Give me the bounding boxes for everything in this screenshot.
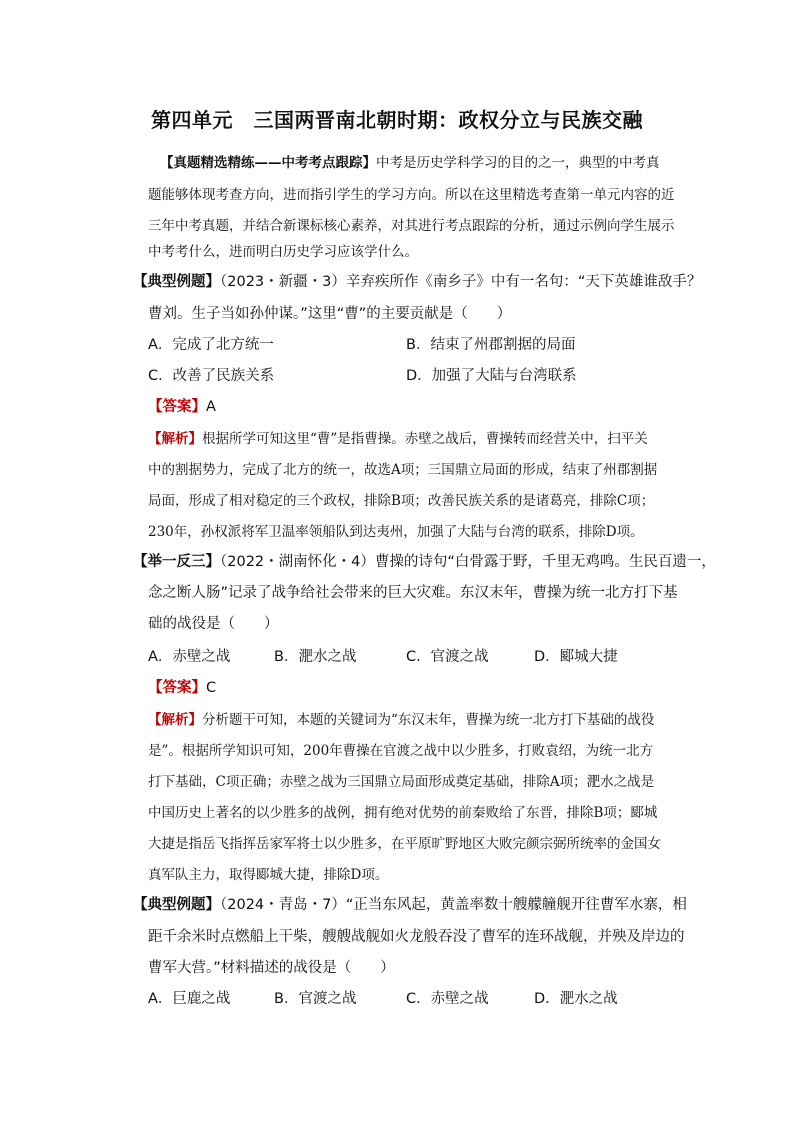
q1-analysis-3: 局面，形成了相对稳定的三个政权，排除B项；改善民族关系的是诸葛亮，排除C项；	[148, 493, 655, 509]
intro-text-1: 中考是历史学科学习的目的之一，典型的中考真	[376, 155, 660, 171]
q1-source: （2023・新疆・3）	[220, 274, 346, 290]
q1-analysis-text-1: 根据所学可知这里“曹”是指曹操。赤壁之战后，曹操转而经营关中，扫平关	[202, 431, 648, 447]
q2-analysis-3: 打下基础，C项正确；赤壁之战为三国鼎立局面形成奠定基础，排除A项；淝水之战是	[148, 774, 655, 790]
q1-answer-value: A	[206, 399, 216, 415]
q2-source: （2022・湖南怀化・4）	[220, 554, 375, 570]
q2-stem-3: 础的战役是（ ）	[148, 616, 279, 632]
q2-analysis-5: 大捷是指岳飞指挥岳家军将士以少胜多，在平原旷野地区大败完颜宗弼所统率的金国女	[148, 836, 661, 852]
q3-option-c: C．赤壁之战	[406, 991, 489, 1007]
q1-analysis-tag: 【解析】	[148, 431, 202, 447]
q2-analysis-text-1: 分析题干可知，本题的关键词为“东汉末年，曹操为统一北方打下基础的战役	[202, 712, 655, 728]
q1-option-a: A．完成了北方统一	[148, 337, 274, 353]
q2-analysis-4: 中国历史上著名的以少胜多的战例，拥有绝对优势的前秦败给了东晋，排除B项；郾城	[148, 805, 658, 821]
q2-answer-value: C	[206, 680, 217, 696]
q2-analysis-1	[148, 708, 654, 728]
q1-option-b: B．结束了州郡割据的局面	[406, 337, 576, 353]
q2-tag: 【举一反三】	[133, 554, 220, 570]
q2-option-b: B．淝水之战	[274, 649, 357, 665]
q1-tag: 【典型例题】	[133, 274, 220, 290]
q1-stem-2: 曹刘。生子当如孙仲谋。”这里“曹”的主要贡献是（ ）	[148, 306, 512, 322]
q2-stem-2: 念之断人肠”记录了战争给社会带来的巨大灾难。东汉末年，曹操为统一北方打下基	[148, 585, 678, 601]
intro-line-3: 三年中考真题，并结合新课标核心素养，对其进行考点跟踪的分析，通过示例向学生展示	[148, 218, 675, 234]
q2-stem-1: 曹操的诗句“白骨露于野，千里无鸡鸣。生民百遗一，	[374, 554, 716, 570]
q1-option-c: C．改善了民族关系	[148, 368, 275, 384]
q2-analysis-2: 是”。根据所学知识可知，200年曹操在官渡之战中以少胜多，打败袁绍，为统一北方	[148, 743, 654, 759]
q3-tag: 【典型例题】	[133, 897, 220, 913]
q1-analysis-4: 230年，孙权派将军卫温率领船队到达夷州，加强了大陆与台湾的联系，排除D项。	[148, 524, 644, 540]
q1-stem-1: 辛弃疾所作《南乡子》中有一名句：“天下英雄谁敌手？	[345, 274, 702, 290]
q1-answer	[148, 395, 216, 416]
page-title: 第四单元 三国两晋南北朝时期：政权分立与民族交融	[151, 108, 643, 132]
q2-option-d: D．郾城大捷	[534, 649, 618, 665]
q3-option-b: B．官渡之战	[274, 991, 357, 1007]
intro-tag: 【真题精选精练——中考考点跟踪】	[160, 155, 376, 171]
q3-stem-3: 曹军大营。”材料描述的战役是（ ）	[148, 960, 395, 976]
q1-line-1	[133, 270, 701, 291]
q1-analysis-2: 中的割据势力，完成了北方的统一，故选A项；三国鼎立局面的形成，结束了州郡割据	[148, 462, 658, 478]
q3-option-a: A．巨鹿之战	[148, 991, 231, 1007]
q2-option-a: A．赤壁之战	[148, 649, 231, 665]
q2-option-c: C．官渡之战	[406, 649, 489, 665]
q3-line-1	[133, 893, 687, 914]
q3-stem-1: “正当东风起，黄盖率数十艘艨艟舰开往曹军水寨，相	[345, 897, 687, 913]
q2-answer	[148, 676, 216, 697]
q1-option-d: D．加强了大陆与台湾联系	[406, 368, 577, 384]
q1-answer-tag: 【答案】	[148, 399, 206, 415]
q2-analysis-tag: 【解析】	[148, 712, 202, 728]
intro-line-2: 题能够体现考查方向，进而指引学生的学习方向。所以在这里精选考查第一单元内容的近	[148, 187, 675, 203]
q3-stem-2: 距千余米时点燃船上干柴，艘艘战舰如火龙般吞没了曹军的连环战舰，并殃及岸边的	[148, 929, 685, 945]
q1-analysis-1	[148, 427, 648, 447]
q3-option-d: D．淝水之战	[534, 991, 618, 1007]
intro-line-4: 中考考什么，进而明白历史学习应该学什么。	[148, 244, 418, 260]
intro-line-1	[160, 151, 660, 171]
q2-line-1	[133, 550, 716, 571]
q3-source: （2024・青岛・7）	[220, 897, 346, 913]
q2-answer-tag: 【答案】	[148, 680, 206, 696]
q2-analysis-6: 真军队主力，取得郾城大捷，排除D项。	[148, 867, 389, 883]
